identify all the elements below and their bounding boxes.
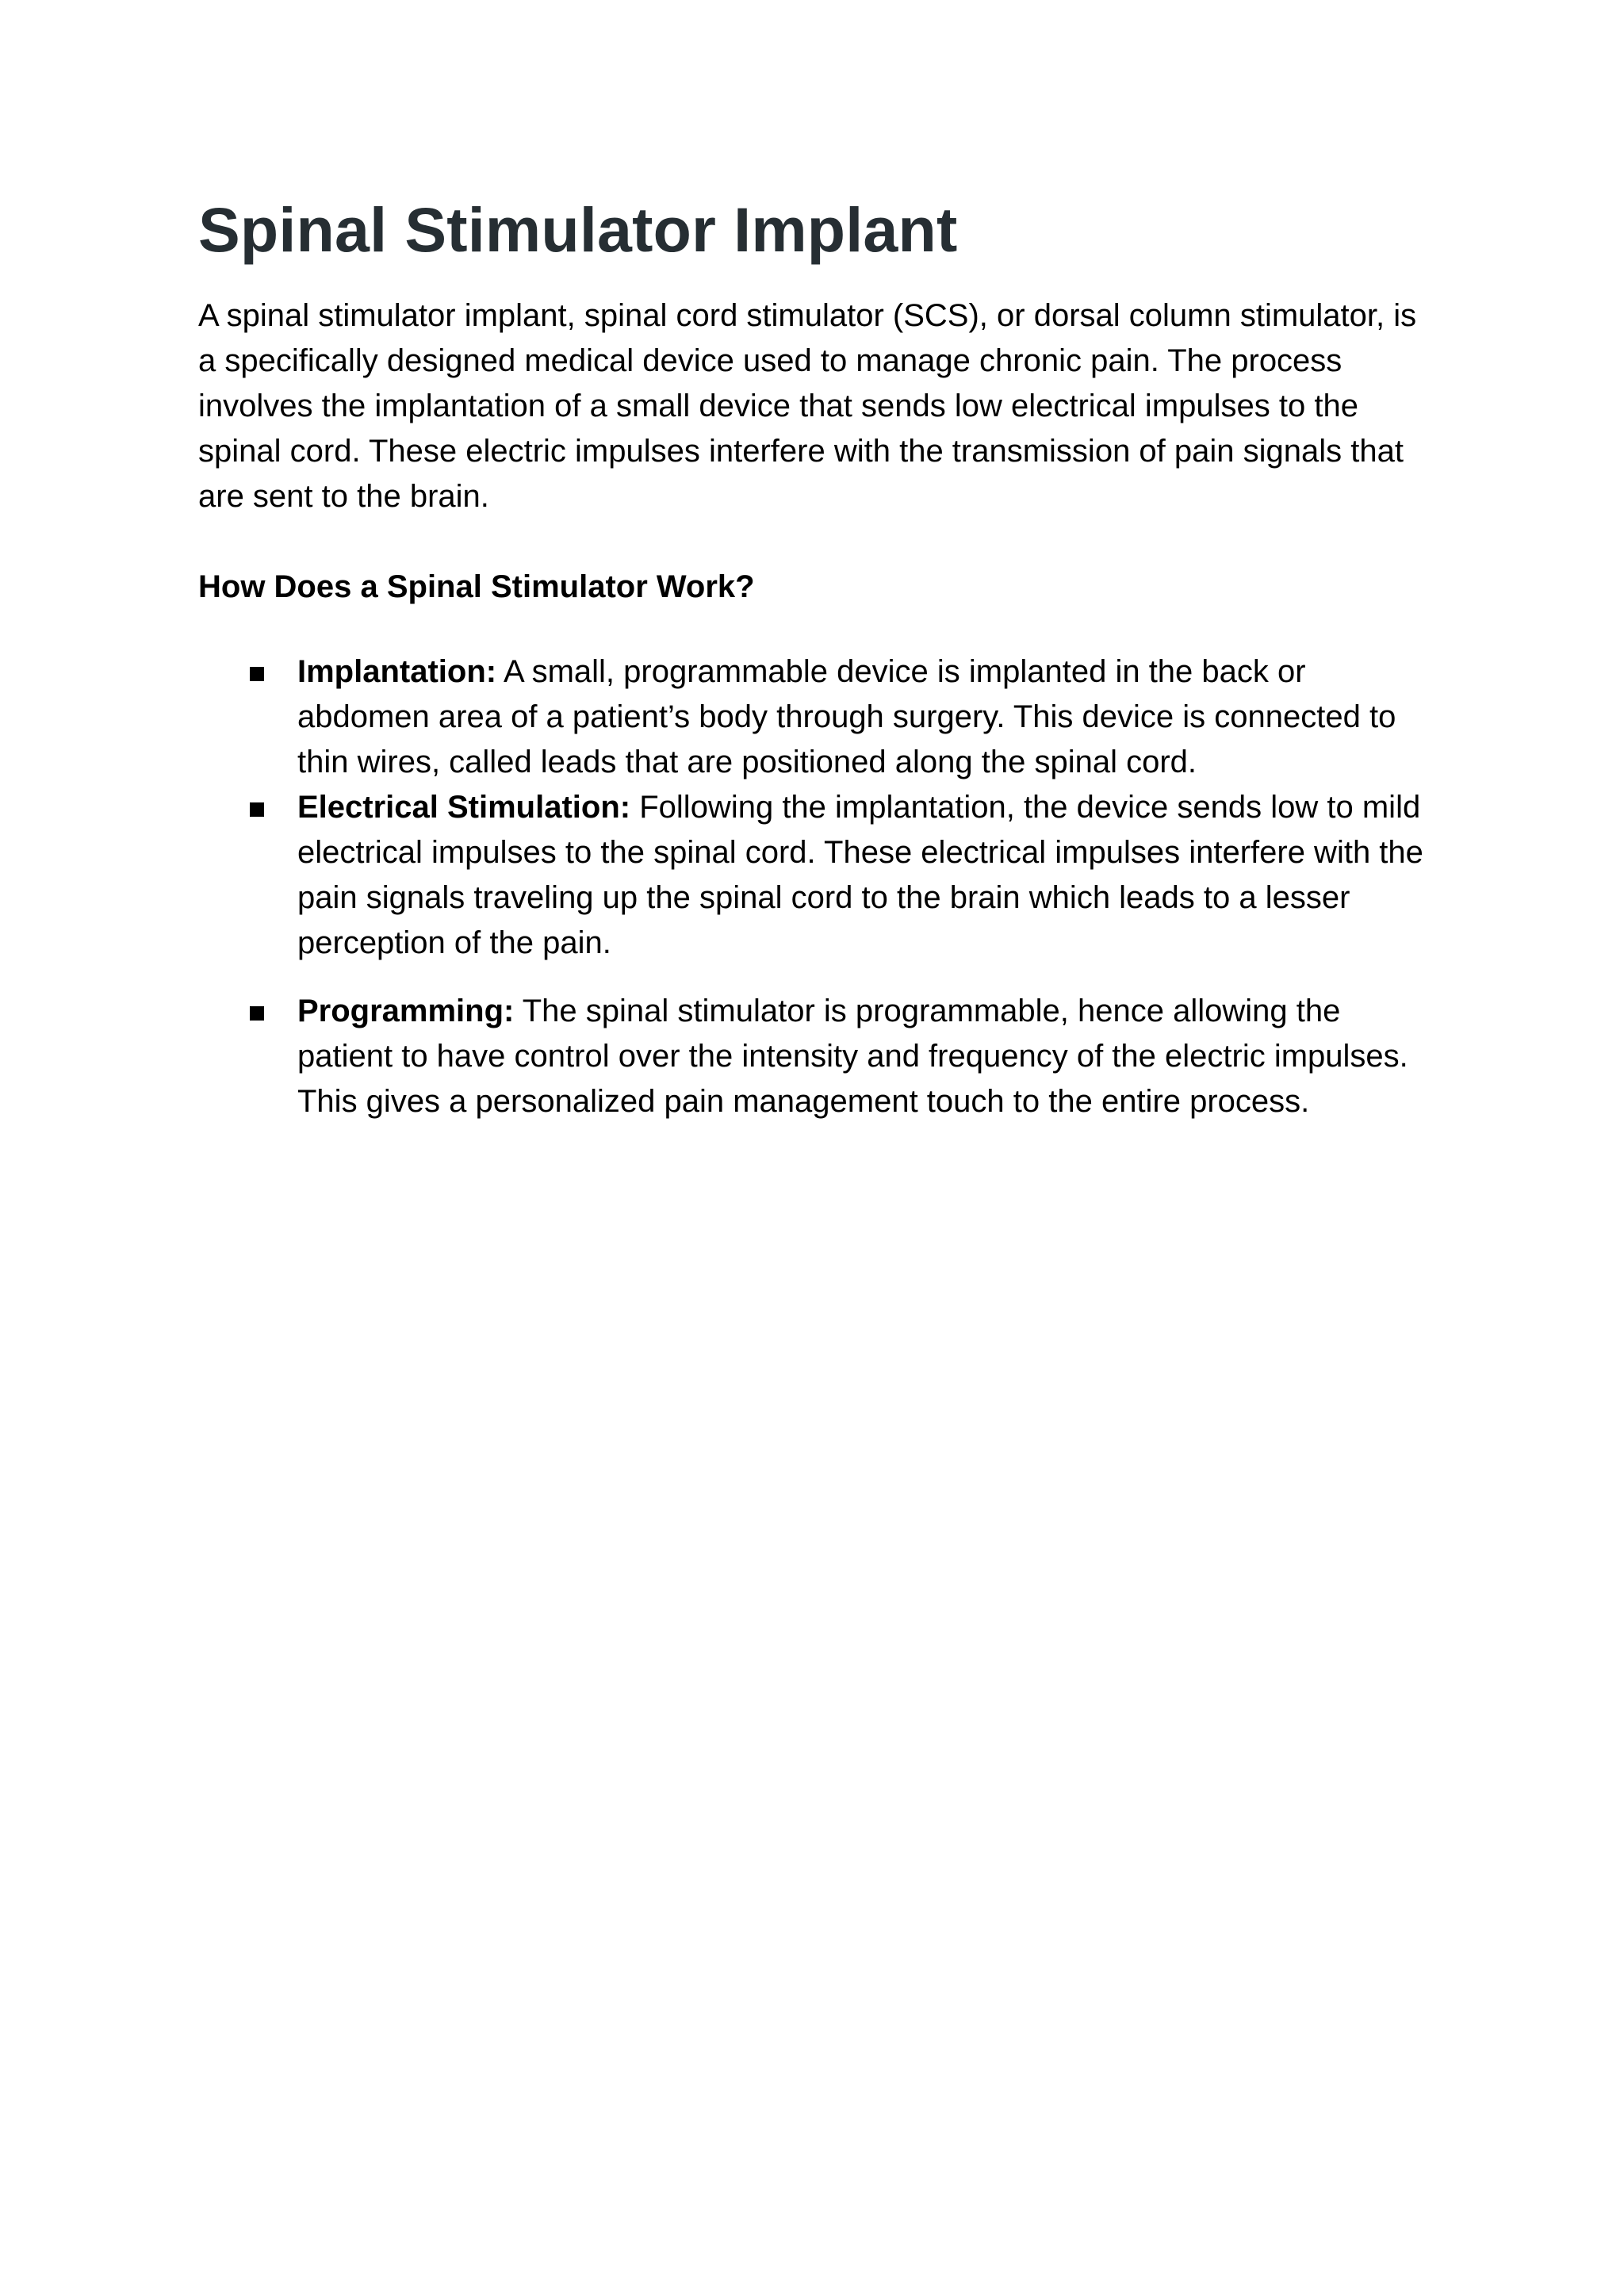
page-title: Spinal Stimulator Implant (198, 194, 958, 265)
list-item-programming (198, 989, 1435, 1124)
square-bullet-icon (250, 667, 264, 681)
list-item-text: Following the implantation, the device sends low to mild electrical impulses to the spinal cord. These electrical impulses interfere with the pain signals traveling up the spinal cord to the brain which leads to a lesser perception of the pain. (297, 790, 1423, 960)
square-bullet-icon (250, 802, 264, 817)
list-item-electrical-stimulation (198, 785, 1435, 966)
square-bullet-icon (250, 1006, 264, 1021)
list-item-label: Electrical Stimulation: (297, 790, 631, 825)
list-item-implantation (198, 649, 1435, 785)
intro-paragraph: A spinal stimulator implant, spinal cord stimulator (SCS), or dorsal column stimulator, is a specifically designed medical device used to manage chronic pain. The process involves the implantation of a small device that sends low electrical impulses to the spinal cord. These electric impulses interfere with the transmission of pain signals that are sent to the brain. (198, 298, 1417, 514)
list-item-text: The spinal stimulator is programmable, hence allowing the patient to have control over the intensity and frequency of the electric impulses. This gives a personalized pain management touch to the entire process. (297, 994, 1408, 1119)
list-item-text: A small, programmable device is implanted in the back or abdomen area of a patient’s body through surgery. This device is connected to thin wires, called leads that are positioned along the spinal cord. (297, 654, 1396, 779)
list-item-label: Programming: (297, 994, 515, 1028)
document-page (198, 190, 1435, 1124)
list-item-label: Implantation: (297, 654, 497, 689)
section-heading: How Does a Spinal Stimulator Work? (198, 569, 755, 604)
bullet-list (198, 649, 1435, 1124)
